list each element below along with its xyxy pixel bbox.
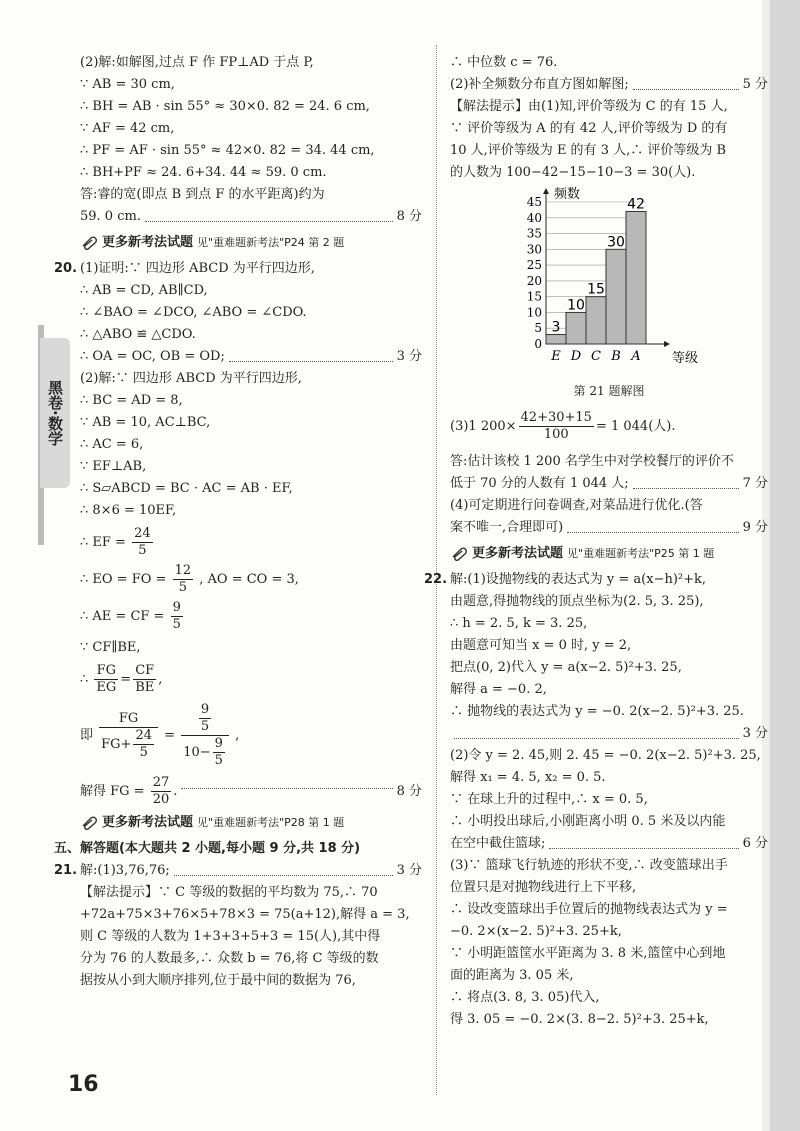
fraction	[151, 775, 172, 808]
text-line: ∴ h = 2. 5, k = 3. 25,	[450, 616, 588, 631]
y-tick-label: 0	[534, 337, 542, 351]
text-line: (2)令 y = 2. 45,则 2. 45 = −0. 2(x−2. 5)²+3. 25,	[450, 748, 761, 763]
eo-suffix: , AO = CO = 3,	[199, 572, 299, 587]
text-line: (2)解:∵ 四边形 ABCD 为平行四边形,	[80, 371, 302, 386]
numerator: 12	[174, 563, 192, 578]
denominator	[181, 736, 229, 769]
paperclip-icon	[80, 816, 98, 830]
denominator	[99, 728, 158, 761]
denominator: 5	[214, 753, 223, 768]
q22-conclusion: 在空中截住篮球;	[450, 836, 546, 851]
score-line	[450, 723, 768, 745]
fraction	[99, 711, 158, 761]
text-line: ∵ EF⊥AB,	[80, 459, 147, 474]
side-tab: 黑卷·数学	[40, 338, 70, 488]
text-line: ∴ 设改变篮球出手位置后的抛物线表达式为 y =	[450, 902, 728, 917]
suggestion-end: 案不唯一,合理即可)	[450, 520, 564, 535]
score-line	[450, 473, 768, 495]
dotted-leader	[454, 723, 739, 739]
proof-conclusion: ∴ OA = OC, OB = OD;	[80, 349, 225, 364]
text-line: ∴ ∠BAO = ∠DCO, ∠ABO = ∠CDO.	[80, 305, 307, 320]
text-line: 面的距离为 3. 05 米,	[450, 968, 574, 983]
paperclip-icon	[450, 547, 468, 561]
histogram-chart	[450, 184, 768, 384]
fraction	[519, 410, 594, 443]
text-line: 【解法提示】由(1)知,评价等级为 C 的有 15 人,	[450, 99, 728, 114]
score-line	[450, 74, 768, 96]
q22-first-line	[424, 569, 768, 591]
comma: ,	[235, 728, 240, 743]
denominator: 5	[178, 580, 187, 595]
section-heading: 五、解答题(本大题共 2 小题,每小题 9 分,共 18 分)	[54, 841, 361, 856]
text-line: ∵ 评价等级为 A 的有 42 人,评价等级为 D 的有	[450, 121, 728, 136]
text-line: ∴ BH = AB · sin 55° ≈ 30×0. 82 = 24. 6 cm,	[80, 99, 370, 114]
text-line: 答:估计该校 1 200 名学生中对学校餐厅的评价不	[450, 454, 734, 469]
more-questions-tip	[80, 232, 422, 254]
text-line: 【解法提示】∵ C 等级的数据的平均数为 75,∴ 70	[80, 885, 378, 900]
text-line: 解得 x₁ = 4. 5, x₂ = 0. 5.	[450, 770, 606, 785]
text-line: ∴ 8×6 = 10EF,	[80, 503, 177, 518]
text-line: 分为 76 的人数最多,∴ 众数 b = 76,将 C 等级的数	[80, 951, 379, 966]
den-part: 10−	[183, 745, 211, 760]
y-tick-label: 30	[526, 242, 542, 257]
tip-reference: 见"重难题新考法"P24 第 2 题	[197, 236, 345, 249]
q20-part2-lines	[80, 368, 422, 522]
period: .	[173, 784, 178, 799]
denominator: EG	[96, 680, 117, 695]
text-line: 得 3. 05 = −0. 2×(3. 8−2. 5)²+3. 25+k,	[450, 1012, 709, 1027]
score-text: 5 分	[742, 77, 768, 92]
numerator: 27	[152, 775, 170, 790]
text-line: ∵ 在球上升的过程中,∴ x = 0. 5,	[450, 792, 648, 807]
text-line: 答:睿的宽(即点 B 到点 F 的水平距离)约为	[80, 187, 325, 202]
denominator: 100	[543, 427, 569, 442]
y-tick-label: 15	[526, 289, 542, 304]
bar-value-label: 42	[627, 196, 645, 213]
therefore-symbol: ∴	[80, 672, 89, 687]
suggestion-line: (4)可定期进行问卷调查,对菜品进行优化.(答	[450, 498, 703, 513]
question-number: 21.	[54, 863, 78, 878]
score-text: 3 分	[396, 863, 422, 878]
text-line: +72a+75×3+76×5+78×3 = 75(a+12),解得 a = 3,	[80, 907, 410, 922]
tip-reference: 见"重难题新考法"P25 第 1 题	[567, 547, 715, 560]
fraction	[173, 563, 194, 596]
dotted-leader	[633, 473, 739, 489]
y-tick-label: 5	[534, 321, 542, 336]
more-questions-tip	[450, 543, 768, 565]
numerator: FG	[99, 711, 158, 728]
denominator: 5	[172, 617, 181, 632]
bar-value-label: 15	[587, 281, 605, 298]
bar-value-label: 30	[607, 234, 625, 251]
dotted-leader	[145, 206, 393, 222]
ef-equation	[80, 526, 422, 559]
text-line: ∴ PF = AF · sin 55° ≈ 42×0. 82 = 34. 44 cm,	[80, 143, 375, 158]
numerator: 9	[214, 736, 223, 751]
text-line: ∴ BC = AD = 8,	[80, 393, 183, 408]
score-text: 3 分	[742, 726, 768, 741]
text-line: ∵ AF = 42 cm,	[80, 121, 175, 136]
numerator: 24	[135, 727, 153, 743]
dotted-leader	[229, 346, 393, 362]
q22-part1-lines	[450, 591, 768, 723]
text-line: ∵ AB = 30 cm,	[80, 77, 175, 92]
q21-answer-lines	[450, 451, 768, 473]
q20-proof-lines	[80, 280, 422, 346]
text-line: ∴ AC = 6,	[80, 437, 144, 452]
text-line: 10 人,评价等级为 E 的有 3 人,∴ 评价等级为 B	[450, 143, 727, 158]
score-line	[80, 206, 422, 228]
denominator: 5	[138, 543, 147, 558]
tip-reference: 见"重难题新考法"P28 第 1 题	[197, 816, 345, 829]
y-tick-label: 25	[526, 258, 542, 273]
numerator: 9	[172, 600, 181, 615]
fraction	[94, 663, 118, 696]
ae-prefix: ∴ AE = CF =	[80, 609, 165, 624]
histogram-bar	[606, 249, 626, 344]
den-part: FG+	[101, 736, 132, 752]
y-tick-label: 10	[526, 305, 542, 320]
text-line: 解得 a = −0. 2,	[450, 682, 547, 697]
fraction	[213, 736, 225, 769]
fraction	[132, 526, 153, 559]
fg-result	[80, 775, 177, 808]
text-line: (2)解:如解图,过点 F 作 FP⊥AD 于点 P,	[80, 55, 314, 70]
tip-title: 更多新考法试题	[102, 815, 194, 830]
text-line: (3)∵ 篮球飞行轨迹的形状不变,∴ 改变篮球出手	[450, 858, 728, 873]
median-line: ∴ 中位数 c = 76.	[450, 55, 558, 70]
fraction	[133, 663, 156, 696]
text-line: ∵ AB = 10, AC⊥BC,	[80, 415, 211, 430]
histogram-bar	[586, 297, 606, 344]
category-label: A	[631, 349, 641, 364]
histogram-bar	[546, 335, 566, 344]
score-line	[450, 833, 768, 855]
text-line: ∴ 抛物线的表达式为 y = −0. 2(x−2. 5)²+3. 25.	[450, 704, 744, 719]
dotted-leader	[174, 860, 393, 876]
numerator	[181, 702, 229, 736]
fg-prefix: 解得 FG =	[80, 784, 145, 799]
text-line: 的人数为 100−42−15−10−3 = 30(人).	[450, 165, 696, 180]
histogram-statement: (2)补全频数分布直方图如解图;	[450, 77, 629, 92]
fraction	[181, 702, 229, 769]
text-line: ∴ BH+PF ≈ 24. 6+34. 44 ≈ 59. 0 cm.	[80, 165, 327, 180]
text-line: 则 C 等级的人数为 1+3+3+5+3 = 15(人),其中得	[80, 929, 381, 944]
q20-first-line	[54, 258, 422, 280]
more-questions-tip	[80, 812, 422, 834]
histogram-bar	[566, 312, 586, 344]
score-text: 6 分	[742, 836, 768, 851]
eo-equation	[80, 563, 422, 596]
text-line: ∴ 将点(3. 8, 3. 05)代入,	[450, 990, 600, 1005]
category-label: D	[570, 349, 582, 364]
dotted-leader	[549, 833, 738, 849]
q21-answer: 解:(1)3,76,76;	[80, 863, 170, 878]
numerator: CF	[133, 663, 156, 680]
y-tick-label: 20	[526, 273, 542, 288]
histogram-bar	[626, 211, 646, 344]
y-tick-label: 45	[526, 195, 542, 209]
bar-value-label: 10	[567, 297, 585, 314]
y-tick-label: 40	[526, 210, 542, 225]
score-text: 7 分	[742, 476, 768, 491]
question-number: 20.	[54, 261, 78, 276]
ji-equation	[80, 702, 422, 769]
cf-parallel-line: ∵ CF∥BE,	[80, 640, 141, 655]
q22-part2-lines	[450, 745, 768, 833]
category-label: E	[551, 349, 561, 364]
q21-first	[54, 860, 170, 882]
calc-prefix: (3)1 200×	[450, 419, 517, 434]
dotted-leader	[633, 74, 739, 90]
score-line	[54, 860, 422, 882]
text-line: ∴ 小明投出球后,小刚距离小明 0. 5 米及以内能	[450, 814, 726, 829]
denominator: 5	[139, 744, 148, 760]
tip-title: 更多新考法试题	[102, 235, 194, 250]
numerator: 9	[200, 702, 210, 717]
score-line	[450, 517, 768, 539]
text-line: ∴ AB = CD, AB∥CD,	[80, 283, 208, 298]
score-text: 8 分	[396, 783, 422, 799]
q21-hint-lines	[80, 882, 422, 992]
text-line: ∴ △ABO ≌ △CDO.	[80, 327, 196, 342]
dotted-leader	[567, 517, 738, 533]
y-tick-label: 35	[526, 226, 542, 241]
question-number: 22.	[424, 572, 448, 587]
tip-title: 更多新考法试题	[472, 546, 564, 561]
numerator: 42+30+15	[520, 410, 592, 425]
x-axis-arrow	[664, 341, 670, 347]
answer-text: 59. 0 cm.	[80, 209, 141, 224]
fraction	[199, 702, 211, 735]
bar-value-label: 3	[551, 319, 561, 336]
text-line: 据按从小到大顺序排列,位于最中间的数据为 76,	[80, 973, 356, 988]
calc-suffix: = 1 044(人).	[595, 419, 676, 434]
q19-solution-lines	[80, 52, 422, 206]
ji-prefix: 即	[80, 728, 94, 743]
text-line: 位置只是对抛物线进行上下平移,	[450, 880, 637, 895]
paperclip-icon	[80, 236, 98, 250]
q22-part1: 解:(1)设抛物线的表达式为 y = a(x−h)²+k,	[450, 572, 707, 587]
eo-prefix: ∴ EO = FO =	[80, 572, 167, 587]
x-axis-label: 等级	[672, 351, 699, 366]
ef-prefix: ∴ EF =	[80, 535, 126, 550]
category-label: B	[611, 349, 621, 364]
fraction	[171, 600, 183, 633]
text-line: 由题意,得抛物线的顶点坐标为(2. 5, 3. 25),	[450, 594, 704, 609]
numerator: 24	[134, 526, 151, 541]
page-edge	[768, 0, 800, 1131]
score-text: 9 分	[742, 520, 768, 535]
denominator: 5	[200, 719, 210, 734]
y-axis-arrow	[543, 188, 549, 194]
text-line: 把点(0, 2)代入 y = a(x−2. 5)²+3. 25,	[450, 660, 682, 675]
denominator: BE	[135, 680, 155, 695]
chart-caption: 第 21 题解图	[573, 384, 645, 398]
denominator: 20	[152, 792, 170, 807]
score-text: 3 分	[396, 349, 422, 364]
text-line: −0. 2×(x−2. 5)²+3. 25+k,	[450, 924, 622, 939]
histogram-svg	[450, 184, 768, 374]
page-number: 16	[68, 1072, 99, 1097]
numerator: FG	[94, 663, 118, 680]
category-label: C	[591, 349, 601, 364]
text-line: ∴ S▱ABCD = BC · AC = AB · EF,	[80, 481, 293, 496]
text-line: ∵ 小明距篮筐水平距离为 3. 8 米,篮筐中心到地	[450, 946, 726, 961]
answer-text: 低于 70 分的人数有 1 044 人;	[450, 476, 629, 491]
right-column	[424, 52, 768, 1031]
score-text: 8 分	[396, 209, 422, 224]
text-line: 由题意可知当 x = 0 时, y = 2,	[450, 638, 632, 653]
q21-hint2-lines	[450, 96, 768, 184]
dotted-leader	[181, 788, 392, 789]
estimate-calculation	[450, 410, 768, 443]
equals: =	[164, 728, 176, 743]
y-axis-label: 频数	[554, 187, 581, 202]
q20-part1: (1)证明:∵ 四边形 ABCD 为平行四边形,	[80, 261, 315, 276]
q22-part3-lines	[450, 855, 768, 1031]
score-line	[80, 775, 422, 808]
ae-equation	[80, 600, 422, 633]
fraction	[133, 728, 154, 761]
score-line	[80, 346, 422, 368]
comma: ,	[158, 672, 163, 687]
ratio-equation: ∴ $\frac{FG}{EG}$ = $\frac{CF}{BE}$ ,	[80, 663, 163, 695]
